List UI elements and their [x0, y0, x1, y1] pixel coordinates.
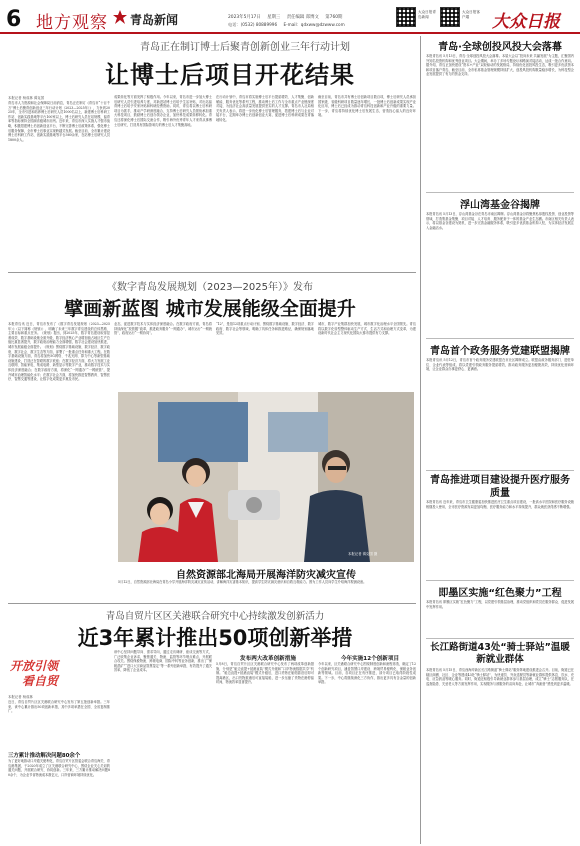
sub-heading: 发布两大改革创新措施	[240, 656, 296, 662]
editor: 责任编辑 郑博文	[286, 15, 319, 20]
article-column: 截至目前，青岛市共有博士后创新项目数百项，博士后研究人员承担国家级、省级科研项目数量逐年增长，一批博士后创新成果实现产业化应用，博士后已经成为推动青岛科技创新和产业升级的重要力量。下一步，青岛将持续优化博士后发展生态，营造拴心留人的良好环境。	[318, 95, 416, 118]
divider	[8, 603, 416, 604]
article-column: 业态，促进数字技术与实体经济深度融合。在数字政府方面，青岛将持续深化“放管服”改革，推进政务服务“一网通办”，城市运行“一网统管”，政府运行“一网协同”。	[114, 322, 212, 336]
article-column: “12”，是指12项重点行动计划，围绕数字基础设施、数字经济、数字政府、数字社会等领域，明确了具体任务和推进路径，确保规划落地见效。	[216, 322, 314, 336]
photo-caption: 5月12日，自然资源部北海局在青岛小学开展海洋防灾减灾宣传活动，讲解海洋灾害基本知识，提高学生防灾减灾意识和自救互救能力。图为工作人员向学生介绍海洋观测设备。	[118, 580, 367, 584]
article-column: 为了更好地推动口岸通关便利化，青岛自贸片区管委会联合青岛海关、青岛港集团，于2020年成立了区关港联合研究中心，围绕企业关心关切的通关问题，开展联合研究、协同创新。三年来，三方累计推动解决问题80余个，为企业节省物流成本数亿元，口岸营商环境持续优化。	[8, 759, 110, 777]
article-column: 青岛市人力资源和社会保障局日前消息，青岛正在制订《青岛市“十百千万”博士后聚青创新创业三年行动计划（2023—2025年）》，力争到2025年，全市引进和培养博士后研究人员1000名以上，新建博士后科研工作站、创新实践基地等平台100家以上，博士后研究人员在站规模、留青率等指标保持全国副省级城市前列。近年来，青岛市深入实施人才强市战略，积极搭建博士后创新创业平台，不断完善博士后政策体系，强化博士后服务保障，全市博士后事业实现跨越式发展。截至目前，全市累计建设博士后科研工作站、创新实践基地等平台360余家，在站博士后研究人员1800余人。	[8, 101, 110, 142]
brief-headline: 长江路街道43处“骑士驿站”温暖新就业群体	[430, 642, 570, 665]
news-photo	[118, 392, 414, 562]
page-number: 6	[6, 7, 22, 32]
mid-story-headline: 擘画新蓝图 城市发展能级全面提升	[64, 298, 356, 320]
mid-story-kicker: 《数字青岛发展规划（2023—2025年）》发布	[107, 282, 313, 293]
brief-headline: 浮山湾基金谷揭牌	[460, 200, 540, 211]
qr-code-icon	[440, 7, 460, 27]
brief-text: 本报青岛讯 5月15日，青岛西海岸新区长江路街道“骑士驿站”服务阵地建设推进会召开。目前，街道已在辖区商圈、社区、企业等建成43处“骑士驿站”，为快递员、外卖送餐员等新就业群体提供休息、饮水、充电、应急药品等暖心服务。同时，街道还积极引导新就业群体参与基层治理，成立“骑士”志愿服务队，在巡查隐患、关爱老人等方面发挥作用，实现服务与被服务的双向奔赴，让城市“奔跑者”感受到更多温暖。	[426, 668, 574, 686]
photo-credit: 本报记者 薄克国 摄	[348, 552, 378, 556]
top-story-byline: 本报记者 杨成林 薄克国	[8, 96, 45, 100]
section-title: 地方观察	[36, 13, 108, 33]
divider	[426, 338, 574, 339]
edition-number: 第760期	[325, 15, 343, 20]
brief-headline: 青岛推进项目建设提升医疗服务质量	[430, 475, 570, 499]
article-column: 在行动计划中，青岛市将实施博士后平台提质增效、人才集聚、创新赋能、服务优化等系列工程，推动博士后工作与全市重点产业链深度对接，为经济社会高质量发展提供坚实的人才支撑。青岛市人社局相关负责人表示，将进一步优化博士后管理服务，搭建博士后与企业对接平台，定期举办博士后创新创业大赛，促进博士后科研成果在青落地转化。	[216, 95, 314, 122]
divider	[426, 580, 574, 581]
phone: 电话：(0532) 80889996	[228, 22, 278, 27]
divider	[8, 272, 416, 273]
brief-headline: 即墨区实施“红色聚力”工程	[438, 588, 562, 599]
brief-headline: 青岛·全球创投风投大会落幕	[438, 42, 562, 53]
sub-heading: 今年实施12个创新项目	[340, 656, 400, 662]
qr-label: 大众日报青岛新闻	[418, 10, 436, 19]
brief-text: 本报青岛讯 即墨区实施“红色聚力”工程，以党建引领基层治理，推动党组织和党员在服务群众、促进发展中发挥作用。	[426, 600, 574, 609]
header-contact	[228, 22, 350, 28]
brief-headline: 青岛首个政务服务党建联盟揭牌	[430, 346, 570, 357]
top-story-kicker: 青岛正在制订博士后聚青创新创业三年行动计划	[140, 42, 350, 53]
bottom-story-kicker: 青岛自贸片区区关港联合研究中心持续激发创新活力	[105, 611, 325, 622]
top-story-headline: 让博士后项目开花结果	[105, 61, 355, 89]
divider	[426, 470, 574, 471]
bottom-story-headline: 近3年累计推出50项创新举措	[77, 626, 353, 650]
issue-weekday: 星期三	[267, 15, 281, 20]
email: E-mail：qdxww@dzwww.com	[283, 22, 345, 27]
newspaper-logo: 大众日报	[492, 12, 560, 32]
sidebar-divider	[420, 36, 421, 844]
issue-date: 2023年5月17日	[228, 15, 261, 20]
divider	[426, 638, 574, 639]
column-logo: 看自贸	[22, 674, 59, 688]
city-emblem-icon	[112, 9, 128, 25]
article-column: 近日，青岛自贸片区区关港联合研究中心发布了第五批创新举措。三年来，该中心累计推出50项创新举措，其中多项举措在全国、全省复制推广。	[8, 700, 110, 714]
divider	[426, 192, 574, 193]
header-meta	[228, 14, 347, 20]
brief-text: 本报青岛讯 5月13日，浮山湾基金谷在青岛市南区揭牌。浮山湾基金谷将聚焦私募股权投资、创业投资等领域，打造集基金集聚、项目对接、人才培育、服务配套于一体的基金产业生态圈。市南区相关负责人表示，将以基金谷建设为契机，进一步完善金融服务体系，吸引更多优质基金机构入驻，为实体经济发展注入金融活水。	[426, 212, 574, 230]
article-column: 今年以来，区关港联合研究中心围绕制度创新和流程再造，确定了12个创新研究项目，涵盖智慧口岸建设、跨境贸易便利化、保税业务创新等领域。目前，各项目正在有序推进，部分项目已取得阶段性成果。下一步，中心将继续深化三方协作，推出更多具有含金量的创新举措。	[318, 662, 416, 685]
article-column: 本报青岛讯 近日，青岛市发布了《数字青岛发展规划（2023—2025年）》（以下简称《规划》），明确了未来三年数字青岛建设的总体思路、主要目标和重点任务。《规划》提出，到2025年，数字青岛建设取得显著成效，数字基础设施全面升级，数字经济核心产业增加值占地区生产总值比重显著提升，数字政府治理能力全面增强，数字社会建设加快推进，城市发展能级全面提升。《规划》围绕数字基础设施、数字经济、数字政府、数字社会、数字生态等方面，部署了一批重点任务和重大工程。在数字基础设施方面，青岛将加快5G网络、千兆光网、算力中心等新型基础设施建设，打造泛在智联的数字底座；在数字经济方面，将大力发展工业互联网、智能家电、集成电路、新型显示等数字产业，推动数字技术与实体经济深度融合；在数字政府方面，将深化“一网通办”“一网统管”，提升城市治理智能化水平；在数字社会方面，将加快推进智慧教育、智慧医疗、智慧交通等建设，让数字化成果更多惠及市民。	[8, 322, 110, 382]
brief-text: 本报青岛讯 5月12日，青岛市首个政务服务党建联盟在市北区揭牌成立。联盟由政务服务部门、进驻单位、企业代表等组成，将以党建引领政务服务提质增效，推动政务服务更加便捷高效，持续优化营商环境，让企业群众办事更舒心、更满意。	[426, 358, 574, 372]
sub-heading: 三方累计推动解决问题80余个	[8, 753, 81, 759]
bottom-story-byline: 本报记者 杨成林	[8, 695, 33, 699]
qr-code-icon	[396, 7, 416, 27]
qr-label: 大众日报客户端	[462, 10, 480, 19]
article-column: 成果转化等方面发挥了积极作用。今年以来，青岛市进一步加大博士后研究人员引进培养力度，对新进站博士后给予生活补贴，对出站留青博士后给予安家补贴和科研经费资助。同时，青岛将以博士后科研项目为抓手，推动产学研深度融合，支持博士后研究人员领衔承担重大科技项目，鼓励博士后创办领办企业，加快科技成果转移转化。青岛还将深化博士后国际交流合作，吸引海外优秀青年人才来青从事博士后研究，打造具有国际影响力的博士后人才集聚高地。	[114, 95, 212, 127]
photo-caption-title: 自然资源部北海局开展海洋防灾减灾宣传	[176, 570, 356, 581]
column-logo: 开放引领	[10, 659, 59, 673]
article-column: 城市，数字产业集群加快发展，城市数字化治理水平全国领先。青岛将以数字化转型整体驱动生产方式、生活方式和治理方式变革，为建设新时代社会主义现代化国际大都市提供有力支撑。	[318, 322, 416, 336]
article-column: 该中心坚持问题导向、需求导向，通过走访调研、座谈交流等方式，广泛收集企业诉求，聚焦通关、物流、监管等环节堵点难点，开展联合攻关。围绕保税物流、跨境电商、国际中转等业务创新，推出了“保税混矿”“进口大宗商品智慧鉴定”等一系列创新举措，有效提升了通关效率，降低了企业成本。	[114, 650, 212, 673]
article-column: 5月8日，青岛自贸片区区关港联合研究中心发布了两项改革创新措施，分别是“船边直提+抵港直装”模式升级和“口岸物流数据共享”机制。“船边直提+抵港直装”模式升级后，进口货物在船舶靠泊后即可提离港区，出口货物抵港后可直接装船，进一步压缩了货物在港停留时间，物流效率显著提升。	[216, 662, 314, 685]
section-subtitle: 青岛新闻	[130, 13, 179, 27]
brief-text: 本报青岛讯 近年来，青岛市卫生健康委加快推进医疗卫生重点项目建设，一批高水平医院和医疗服务设施相继投入使用，全市医疗资源布局更加均衡，医疗服务能力和水平持续提升，群众就医获得感不断增强。	[426, 500, 574, 509]
brief-text: 本报青岛讯 5月13日，青岛·全球创投风投大会落幕。本届大会以“投向未来 共赢发展”为主题，汇聚国内外知名投资机构和优秀创业项目。大会期间，举办了多场专题论坛和路演对接活动，达成一批合作意向。据介绍，青岛正加快建设“资本+产业”双轮驱动的发展格局，持续优化创投风投生态，吸引更多优质资本和项目落户青岛，截至目前，全市私募基金管理规模持续扩大，创投风投机构数量稳步增长，为科技型企业发展提供了有力的资金支持。	[426, 54, 574, 77]
